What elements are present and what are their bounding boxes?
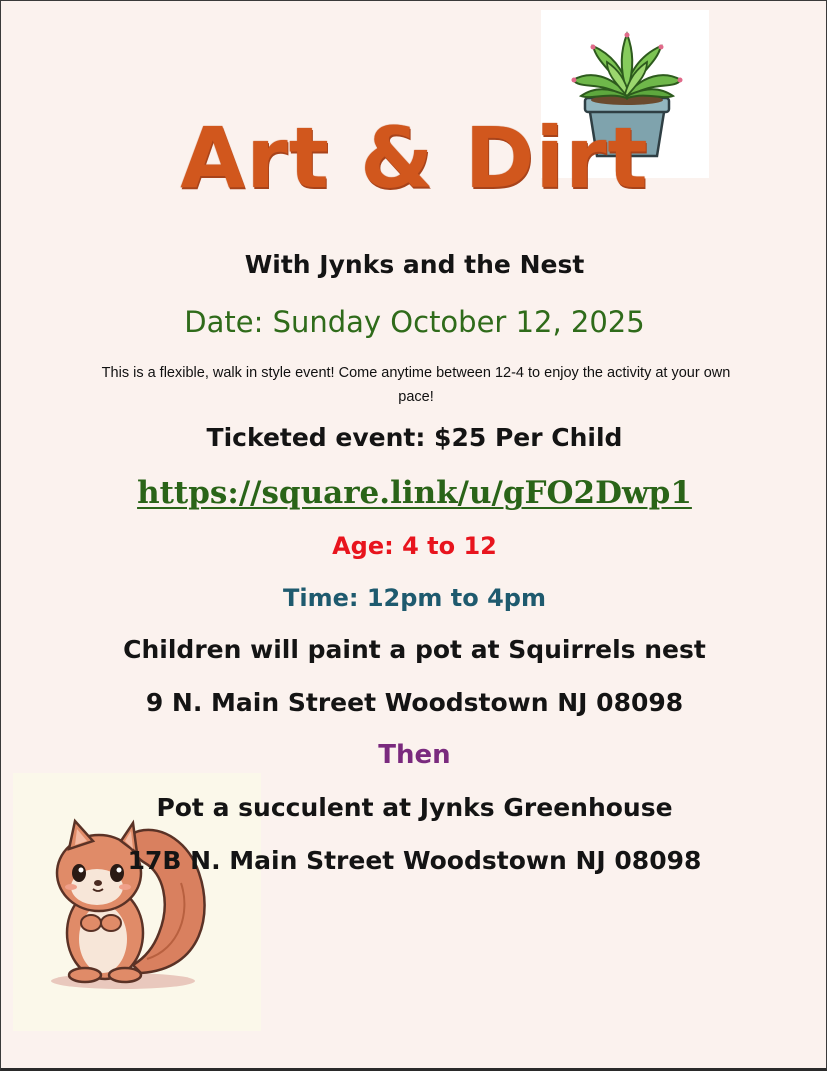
activity-step-1: Children will paint a pot at Squirrels nest xyxy=(123,635,706,664)
address-1: 9 N. Main Street Woodstown NJ 08098 xyxy=(145,688,684,717)
then-label: Then xyxy=(378,740,451,770)
event-date: Date: Sunday October 12, 2025 xyxy=(184,305,645,339)
age-range: Age: 4 to 12 xyxy=(332,532,497,560)
event-description: This is a flexible, walk in style event! Come anytime between 12-4 to enjoy the activity at your own pace! xyxy=(101,365,731,405)
activity-step-2: Pot a succulent at Jynks Greenhouse xyxy=(156,793,673,822)
event-subtitle: With Jynks and the Nest xyxy=(244,250,585,279)
ticket-link[interactable]: https://square.link/u/gFO2Dwp1 xyxy=(137,475,692,511)
event-time: Time: 12pm to 4pm xyxy=(283,584,546,612)
ticket-price: Ticketed event: $25 Per Child xyxy=(206,423,623,452)
event-title: Art & Dirt xyxy=(180,109,649,207)
address-2: 17B N. Main Street Woodstown NJ 08098 xyxy=(127,846,702,875)
